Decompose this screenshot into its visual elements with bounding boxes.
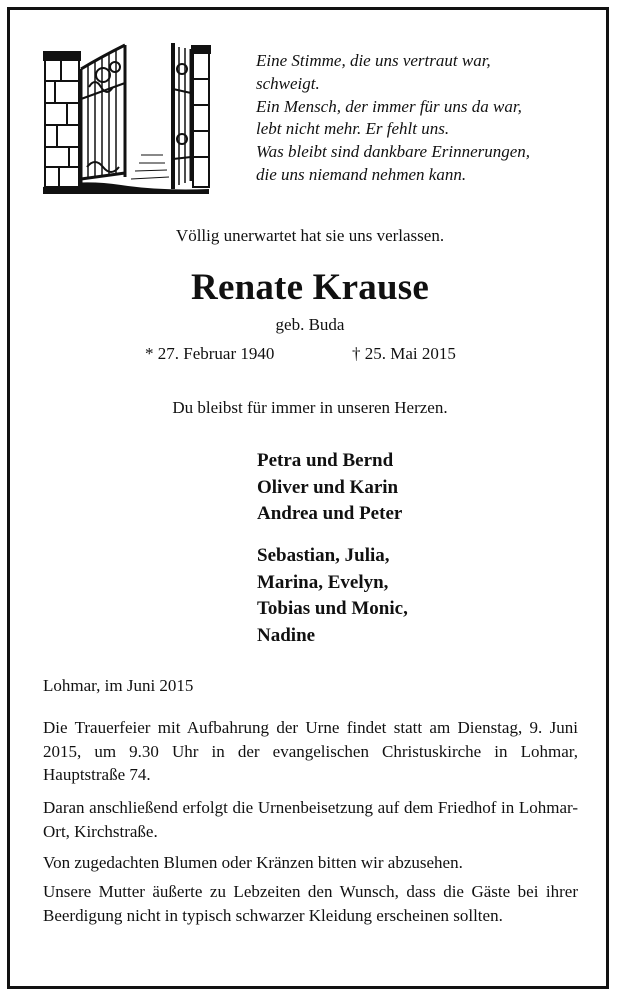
remembrance-message: Du bleibst für immer in unseren Herzen.: [172, 398, 448, 417]
burial-details: Daran anschließend erfolgt die Urnenbeisetzung auf dem Friedhof in Lohmar-Ort, Kirchstraße.: [43, 798, 578, 841]
birth-date: * 27. Februar 1940: [145, 344, 275, 363]
death-date: † 25. Mai 2015: [352, 344, 456, 363]
family-group-grandchildren: [257, 543, 408, 649]
family-member: Nadine: [257, 624, 316, 646]
intro-text: Völlig unerwartet hat sie uns verlassen.: [175, 226, 445, 245]
family-member: Sebastian, Julia,: [257, 545, 390, 566]
flowers-note: Von zugedachten Blumen oder Kränzen bitten wir abzusehen.: [43, 853, 463, 872]
family-member: Tobias und Monic,: [257, 598, 408, 619]
deceased-name: Renate Krause: [191, 267, 429, 308]
funeral-details: Die Trauerfeier mit Aufbahrung der Urne findet statt am Dienstag, 9. Juni 2015, um 9.30 Uhr in der evangelischen Christuskirche in Lohmar, Hauptstraße 74.: [43, 718, 578, 784]
family-member: Marina, Evelyn,: [257, 571, 389, 593]
poem-line: schweigt.: [256, 73, 320, 93]
poem-line: Ein Mensch, der immer für uns da war,: [256, 96, 522, 116]
poem-line: die uns niemand nehmen kann.: [256, 164, 467, 184]
dress-code-note: Unsere Mutter äußerte zu Lebzeiten den Wunsch, dass die Gäste bei ihrer Beerdigung nicht in typisch schwarzer Kleidung erscheinen sollten.: [43, 882, 578, 925]
family-member: Andrea und Peter: [257, 503, 403, 524]
family-group-children: [257, 448, 402, 528]
poem: [256, 50, 596, 187]
maiden-name: geb. Buda: [275, 315, 345, 334]
family-member: Petra und Bernd: [257, 450, 394, 471]
open-gate-icon: [41, 39, 211, 194]
place-date: Lohmar, im Juni 2015: [43, 676, 194, 695]
poem-line: Was bleibt sind dankbare Erinnerungen,: [256, 142, 531, 162]
poem-line: Eine Stimme, die uns vertraut war,: [256, 51, 491, 70]
poem-line: lebt nicht mehr. Er fehlt uns.: [256, 119, 450, 139]
family-member: Oliver und Karin: [257, 476, 399, 498]
